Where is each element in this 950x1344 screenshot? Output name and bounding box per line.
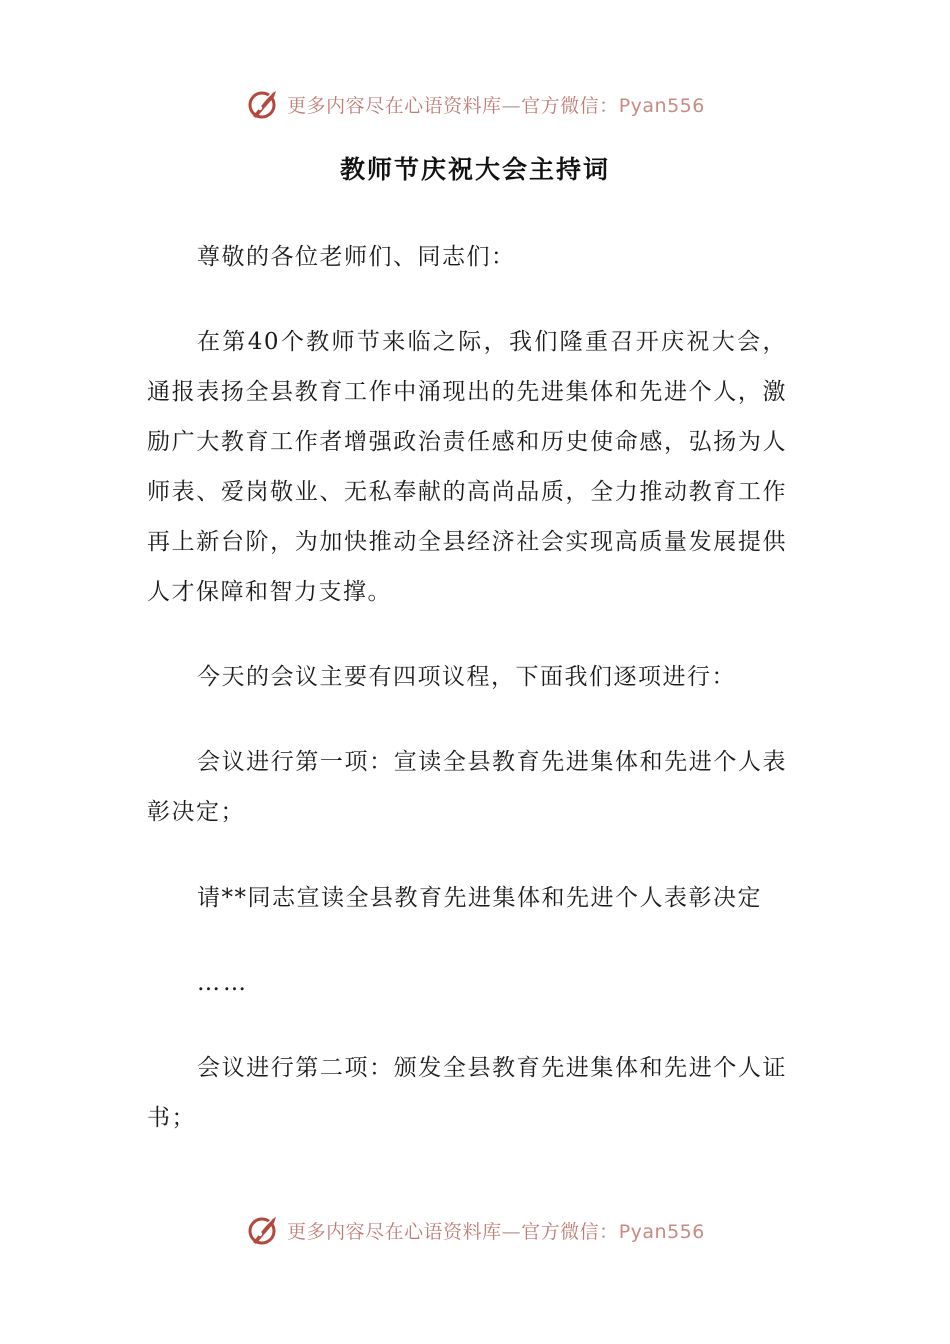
paragraph-reading-request: 请**同志宣读全县教育先进集体和先进个人表彰决定 (197, 885, 762, 911)
header-watermark (0, 84, 950, 124)
document-title: 教师节庆祝大会主持词 (339, 155, 610, 184)
watermark-separator: — (501, 94, 522, 117)
watermark-text (287, 91, 705, 118)
watermark-contact-label: 官方微信： (521, 1220, 619, 1243)
paragraph-item-one: 会议进行第一项：宣读全县教育先进集体和先进个人表彰决定； (147, 749, 787, 825)
watermark-main: 更多内容尽在心语资料库 (287, 1220, 502, 1243)
paragraph-ellipsis: …… (197, 970, 249, 996)
watermark-content (245, 86, 705, 122)
pen-nib-circle-icon (245, 86, 281, 122)
pen-nib-circle-icon (245, 1212, 281, 1248)
watermark-separator: — (501, 1220, 522, 1243)
footer-watermark (0, 1210, 950, 1250)
watermark-contact-label: 官方微信： (521, 94, 619, 117)
watermark-contact-id: Pyan556 (618, 1220, 705, 1243)
paragraph-greeting: 尊敬的各位老师们、同志们： (197, 244, 516, 270)
watermark-text (287, 1217, 705, 1244)
watermark-content (245, 1212, 705, 1248)
paragraph-item-two: 会议进行第二项：颁发全县教育先进集体和先进个人证书； (147, 1055, 787, 1131)
paragraph-agenda: 今天的会议主要有四项议程，下面我们逐项进行： (197, 664, 736, 690)
watermark-main: 更多内容尽在心语资料库 (287, 94, 502, 117)
watermark-contact-id: Pyan556 (618, 94, 705, 117)
paragraph-intro: 在第40个教师节来临之际，我们隆重召开庆祝大会，通报表扬全县教育工作中涌现出的先进集体和先进个人，激励广大教育工作者增强政治责任感和历史使命感，弘扬为人师表、爱岗敬业、无私奉献的高尚品质，全力推动教育工作再上新台阶，为加快推动全县经济社会实现高质量发展提供人才保障和智力支撑。 (147, 329, 787, 605)
